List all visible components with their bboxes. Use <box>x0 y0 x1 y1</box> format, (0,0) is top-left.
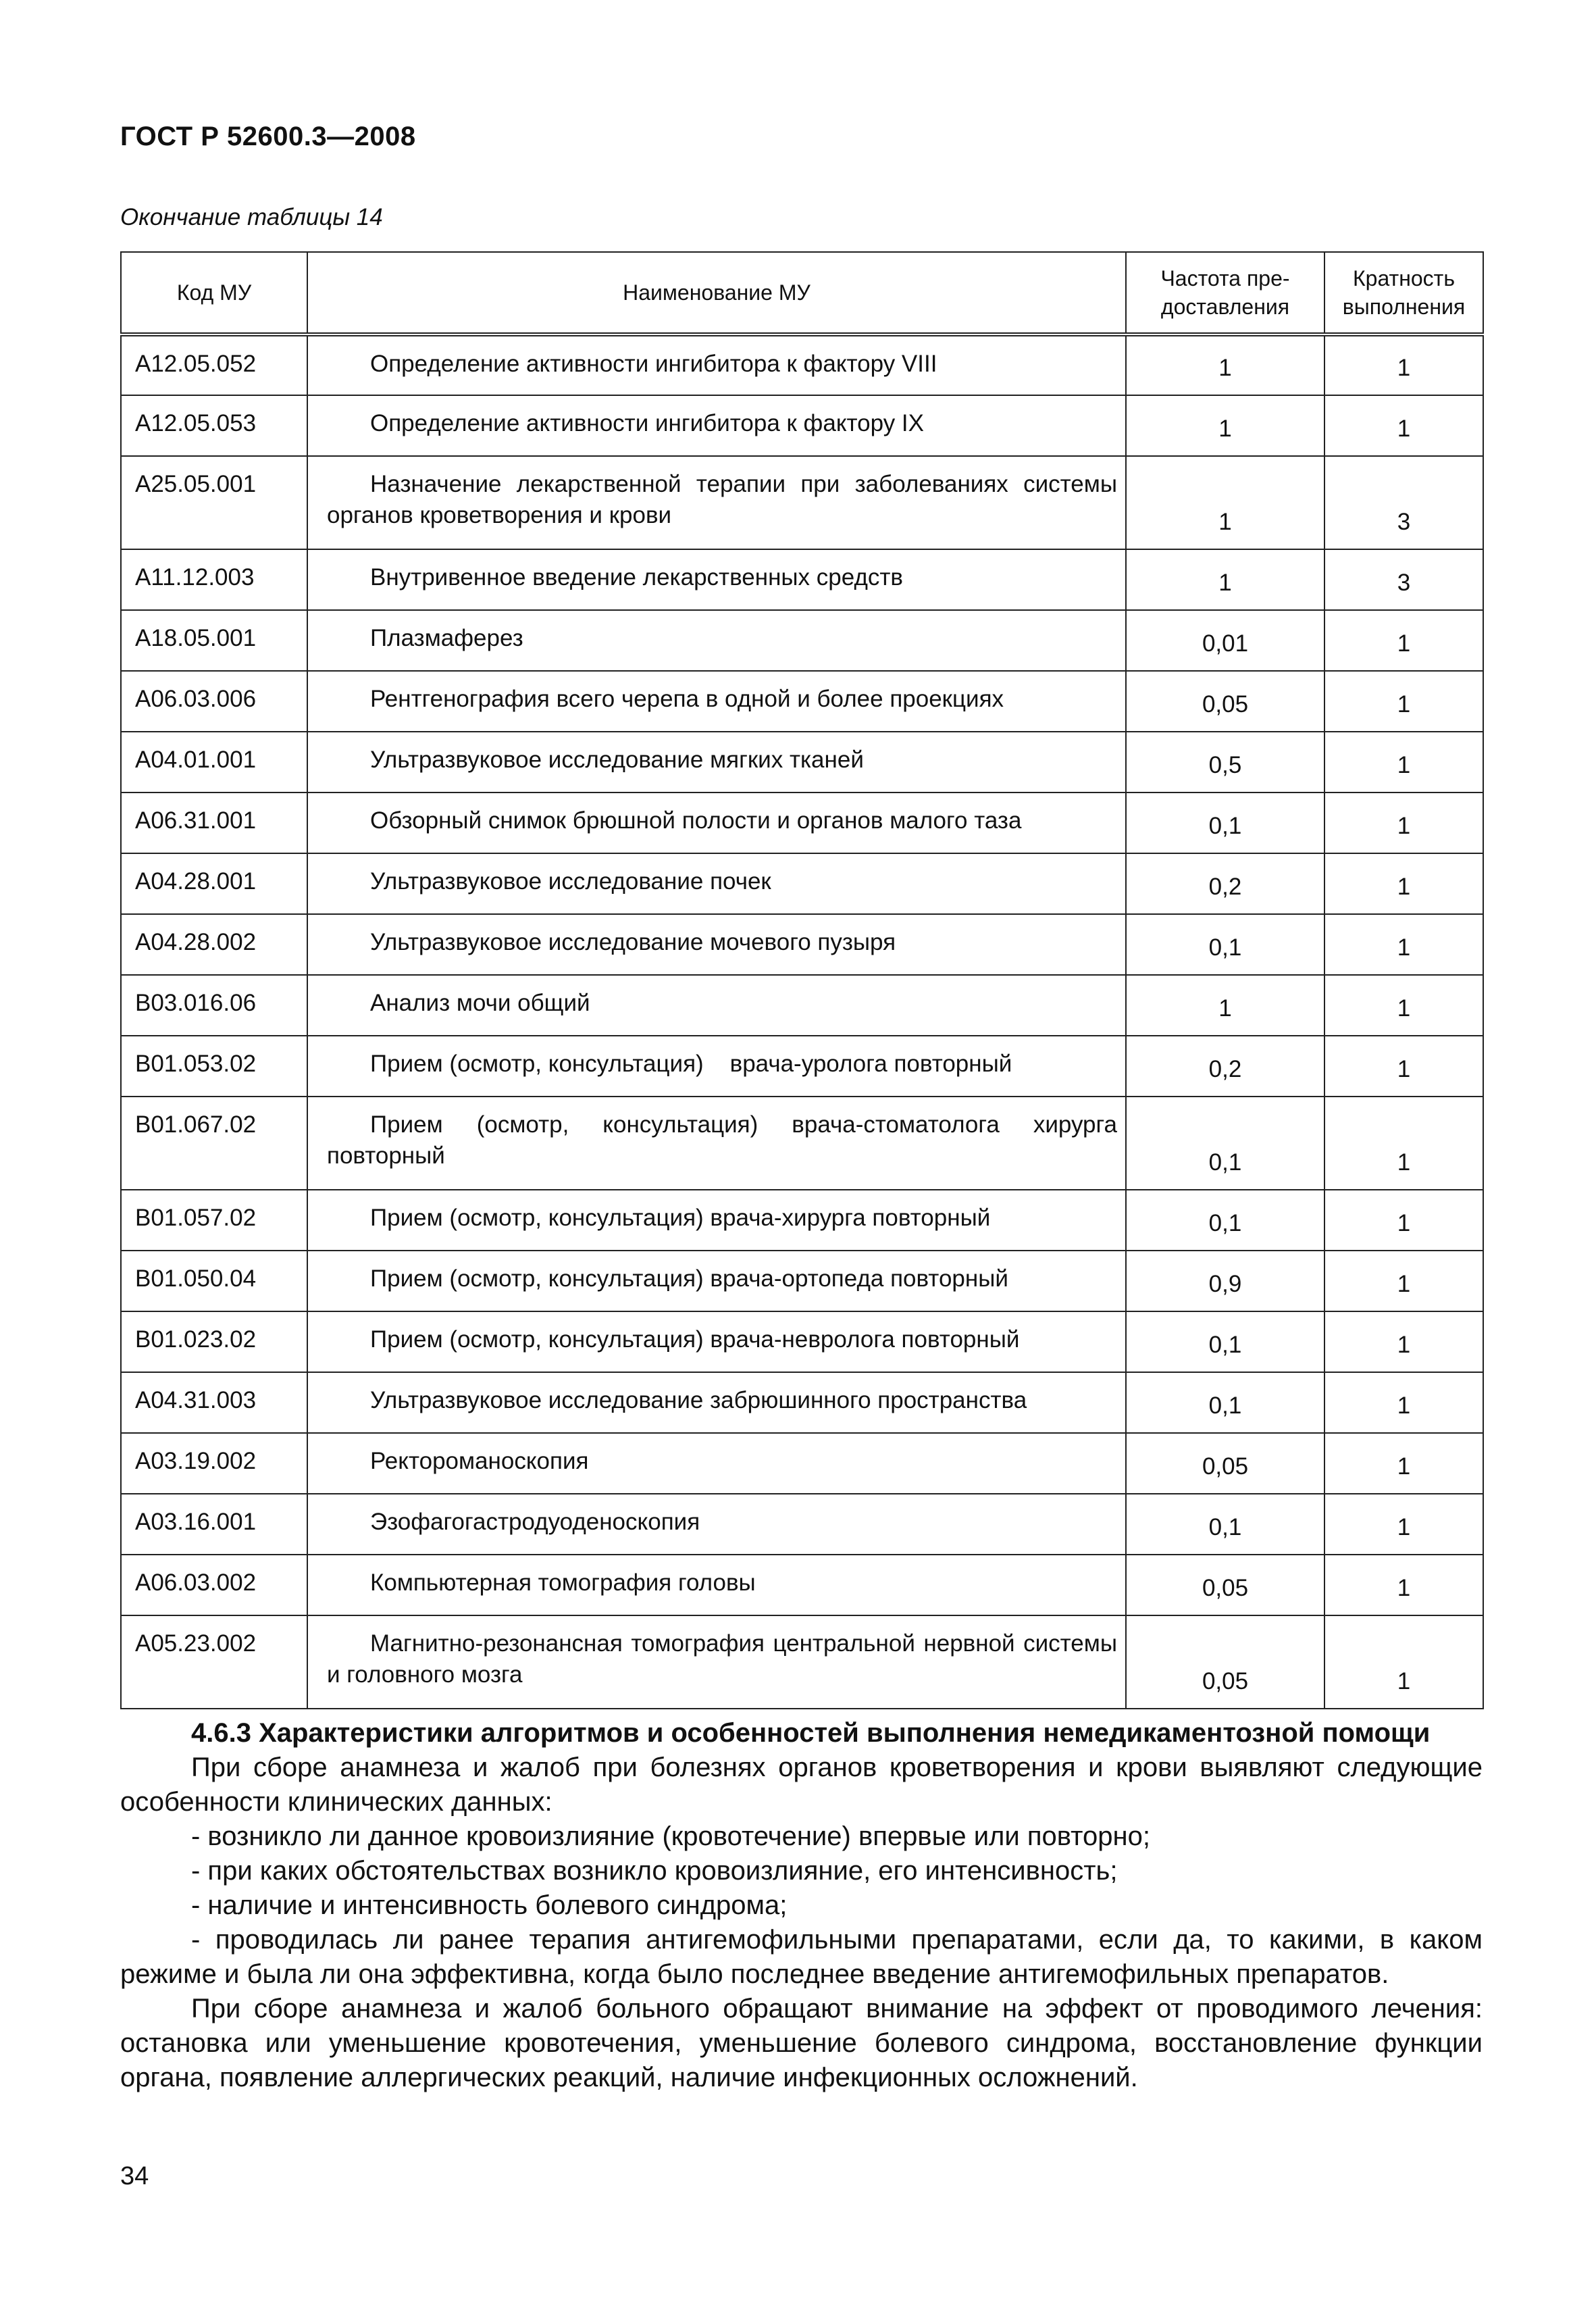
page-number: 34 <box>120 2162 149 2190</box>
cell-code: A04.01.001 <box>121 732 307 793</box>
cell-frequency: 0,1 <box>1126 1190 1324 1251</box>
cell-multiplicity: 1 <box>1324 1615 1483 1709</box>
cell-code: A06.31.001 <box>121 793 307 853</box>
cell-multiplicity: 1 <box>1324 1036 1483 1097</box>
cell-frequency: 0,2 <box>1126 853 1324 914</box>
cell-code: A04.31.003 <box>121 1372 307 1433</box>
cell-name <box>307 853 1126 914</box>
cell-code: A06.03.002 <box>121 1555 307 1615</box>
cell-name-text: Магнитно-резонансная томография центральной нервной системы и головного мозга <box>327 1630 1117 1688</box>
table-row <box>121 1097 1483 1190</box>
cell-frequency: 0,01 <box>1126 610 1324 671</box>
cell-code: A11.12.003 <box>121 549 307 610</box>
cell-name <box>307 1251 1126 1311</box>
cell-code: A12.05.053 <box>121 395 307 456</box>
cell-name <box>307 732 1126 793</box>
table-row <box>121 853 1483 914</box>
cell-name <box>307 1555 1126 1615</box>
cell-code: B01.057.02 <box>121 1190 307 1251</box>
cell-code: A04.28.002 <box>121 914 307 975</box>
cell-frequency: 0,1 <box>1126 793 1324 853</box>
cell-name <box>307 914 1126 975</box>
cell-name-text: Рентгенография всего черепа в одной и более проекциях <box>370 686 1004 712</box>
cell-name-text: Компьютерная томография головы <box>370 1569 756 1596</box>
cell-name-text: Прием (осмотр, консультация) врача-хирурга повторный <box>370 1205 991 1231</box>
cell-name <box>307 1036 1126 1097</box>
cell-multiplicity: 1 <box>1324 1372 1483 1433</box>
list-item: - наличие и интенсивность болевого синдрома; <box>191 1890 788 1920</box>
cell-code: B01.023.02 <box>121 1311 307 1372</box>
cell-multiplicity: 3 <box>1324 456 1483 549</box>
cell-name <box>307 610 1126 671</box>
cell-name <box>307 1494 1126 1555</box>
cell-name <box>307 334 1126 395</box>
cell-frequency: 1 <box>1126 395 1324 456</box>
cell-name <box>307 549 1126 610</box>
cell-name-text: Внутривенное введение лекарственных средств <box>370 564 903 590</box>
cell-code: A04.28.001 <box>121 853 307 914</box>
standard-title: ГОСТ Р 52600.3—2008 <box>120 122 416 151</box>
cell-multiplicity: 1 <box>1324 853 1483 914</box>
cell-code: B03.016.06 <box>121 975 307 1036</box>
list-item: - возникло ли данное кровоизлияние (кровотечение) впервые или повторно; <box>191 1821 1150 1851</box>
cell-name <box>307 1433 1126 1494</box>
cell-multiplicity: 1 <box>1324 334 1483 395</box>
cell-name-text: Ультразвуковое исследование забрюшинного пространства <box>370 1387 1027 1413</box>
cell-multiplicity: 1 <box>1324 975 1483 1036</box>
table-row <box>121 1433 1483 1494</box>
cell-frequency: 1 <box>1126 549 1324 610</box>
cell-code: A25.05.001 <box>121 456 307 549</box>
cell-name-text: Прием (осмотр, консультация) врача-ортопеда повторный <box>370 1265 1008 1292</box>
cell-name-text: Эзофагогастродуоденоскопия <box>370 1509 700 1535</box>
cell-name-text: Определение активности ингибитора к фактору VIII <box>370 351 937 377</box>
table-row <box>121 1036 1483 1097</box>
cell-code: B01.053.02 <box>121 1036 307 1097</box>
section-heading: 4.6.3 Характеристики алгоритмов и особенностей выполнения немедикаментозной помощи <box>191 1718 1431 1748</box>
table-row <box>121 1251 1483 1311</box>
table-row <box>121 1190 1483 1251</box>
table-row <box>121 914 1483 975</box>
section-closing: При сборе анамнеза и жалоб больного обращают внимание на эффект от проводимого лечения: остановка или уменьшение кровотечения, уменьшение болевого синдрома, восстановление функции органа, появление аллергических реакций, наличие инфекционных осложнений. <box>120 1994 1483 2092</box>
cell-frequency: 0,1 <box>1126 1311 1324 1372</box>
cell-frequency: 0,9 <box>1126 1251 1324 1311</box>
cell-code: A03.16.001 <box>121 1494 307 1555</box>
table-caption: Окончание таблицы 14 <box>120 204 383 230</box>
cell-frequency: 0,1 <box>1126 1372 1324 1433</box>
table-row <box>121 1555 1483 1615</box>
cell-name-text: Ультразвуковое исследование мочевого пузыря <box>370 929 896 955</box>
cell-name-text: Прием (осмотр, консультация) врача-стоматолога хирурга повторный <box>327 1111 1117 1169</box>
list-item: - проводилась ли ранее терапия антигемофильными препаратами, если да, то какими, в каком режиме и была ли она эффективна, когда было последнее введение антигемофильных препаратов. <box>120 1925 1483 1989</box>
cell-name <box>307 1097 1126 1190</box>
cell-multiplicity: 1 <box>1324 1097 1483 1190</box>
column-header-frequency: Частота пре-доставления <box>1126 252 1324 334</box>
cell-name <box>307 671 1126 732</box>
cell-multiplicity: 1 <box>1324 610 1483 671</box>
table-row <box>121 975 1483 1036</box>
cell-name-text: Ультразвуковое исследование почек <box>370 868 771 895</box>
cell-frequency: 1 <box>1126 975 1324 1036</box>
table-row <box>121 395 1483 456</box>
column-header-name: Наименование МУ <box>307 252 1126 334</box>
cell-name <box>307 456 1126 549</box>
table-row <box>121 671 1483 732</box>
section-4-6-3 <box>120 1716 1483 2095</box>
cell-frequency: 0,5 <box>1126 732 1324 793</box>
section-intro: При сборе анамнеза и жалоб при болезнях органов кроветворения и крови выявляют следующие особенности клинических данных: <box>120 1753 1483 1817</box>
cell-name <box>307 1372 1126 1433</box>
table-row <box>121 549 1483 610</box>
cell-multiplicity: 1 <box>1324 1190 1483 1251</box>
cell-code: A06.03.006 <box>121 671 307 732</box>
cell-name-text: Плазмаферез <box>370 625 523 651</box>
cell-name-text: Определение активности ингибитора к фактору IX <box>370 410 924 436</box>
cell-frequency: 0,05 <box>1126 1433 1324 1494</box>
cell-multiplicity: 3 <box>1324 549 1483 610</box>
cell-multiplicity: 1 <box>1324 395 1483 456</box>
cell-code: A03.19.002 <box>121 1433 307 1494</box>
services-table <box>120 251 1484 1709</box>
cell-multiplicity: 1 <box>1324 732 1483 793</box>
table-row <box>121 1494 1483 1555</box>
cell-multiplicity: 1 <box>1324 1311 1483 1372</box>
cell-frequency: 1 <box>1126 334 1324 395</box>
cell-frequency: 0,2 <box>1126 1036 1324 1097</box>
cell-frequency: 0,05 <box>1126 1555 1324 1615</box>
cell-code: B01.050.04 <box>121 1251 307 1311</box>
cell-name <box>307 1190 1126 1251</box>
cell-frequency: 0,1 <box>1126 914 1324 975</box>
table-row <box>121 732 1483 793</box>
table-row <box>121 1311 1483 1372</box>
list-item: - при каких обстоятельствах возникло кровоизлияние, его интенсивность; <box>191 1856 1118 1886</box>
cell-frequency: 1 <box>1126 456 1324 549</box>
cell-multiplicity: 1 <box>1324 1494 1483 1555</box>
cell-code: A05.23.002 <box>121 1615 307 1709</box>
cell-multiplicity: 1 <box>1324 1251 1483 1311</box>
cell-name-text: Обзорный снимок брюшной полости и органов малого таза <box>370 807 1022 834</box>
cell-code: B01.067.02 <box>121 1097 307 1190</box>
cell-name-text: Прием (осмотр, консультация) врача-невролога повторный <box>370 1326 1020 1353</box>
cell-code: A18.05.001 <box>121 610 307 671</box>
cell-code: A12.05.052 <box>121 334 307 395</box>
cell-name-text: Анализ мочи общий <box>370 990 590 1016</box>
table-row <box>121 610 1483 671</box>
cell-multiplicity: 1 <box>1324 914 1483 975</box>
cell-name <box>307 975 1126 1036</box>
cell-name-text: Ректороманоскопия <box>370 1448 589 1474</box>
cell-multiplicity: 1 <box>1324 1555 1483 1615</box>
cell-name-text: Прием (осмотр, консультация) врача-уролога повторный <box>370 1051 1012 1077</box>
cell-name <box>307 793 1126 853</box>
column-header-multiplicity: Кратность выполнения <box>1324 252 1483 334</box>
table-row <box>121 456 1483 549</box>
table-row <box>121 793 1483 853</box>
table-header-row <box>121 252 1483 334</box>
cell-frequency: 0,1 <box>1126 1494 1324 1555</box>
cell-name <box>307 1615 1126 1709</box>
cell-frequency: 0,05 <box>1126 1615 1324 1709</box>
cell-name-text: Назначение лекарственной терапии при заболеваниях системы органов кроветворения и крови <box>327 471 1117 528</box>
cell-name-text: Ультразвуковое исследование мягких тканей <box>370 747 864 773</box>
table-row <box>121 1372 1483 1433</box>
cell-multiplicity: 1 <box>1324 793 1483 853</box>
column-header-code: Код МУ <box>121 252 307 334</box>
cell-name <box>307 395 1126 456</box>
cell-frequency: 0,05 <box>1126 671 1324 732</box>
table-row <box>121 1615 1483 1709</box>
cell-multiplicity: 1 <box>1324 671 1483 732</box>
table-row <box>121 334 1483 395</box>
cell-name <box>307 1311 1126 1372</box>
cell-frequency: 0,1 <box>1126 1097 1324 1190</box>
cell-multiplicity: 1 <box>1324 1433 1483 1494</box>
